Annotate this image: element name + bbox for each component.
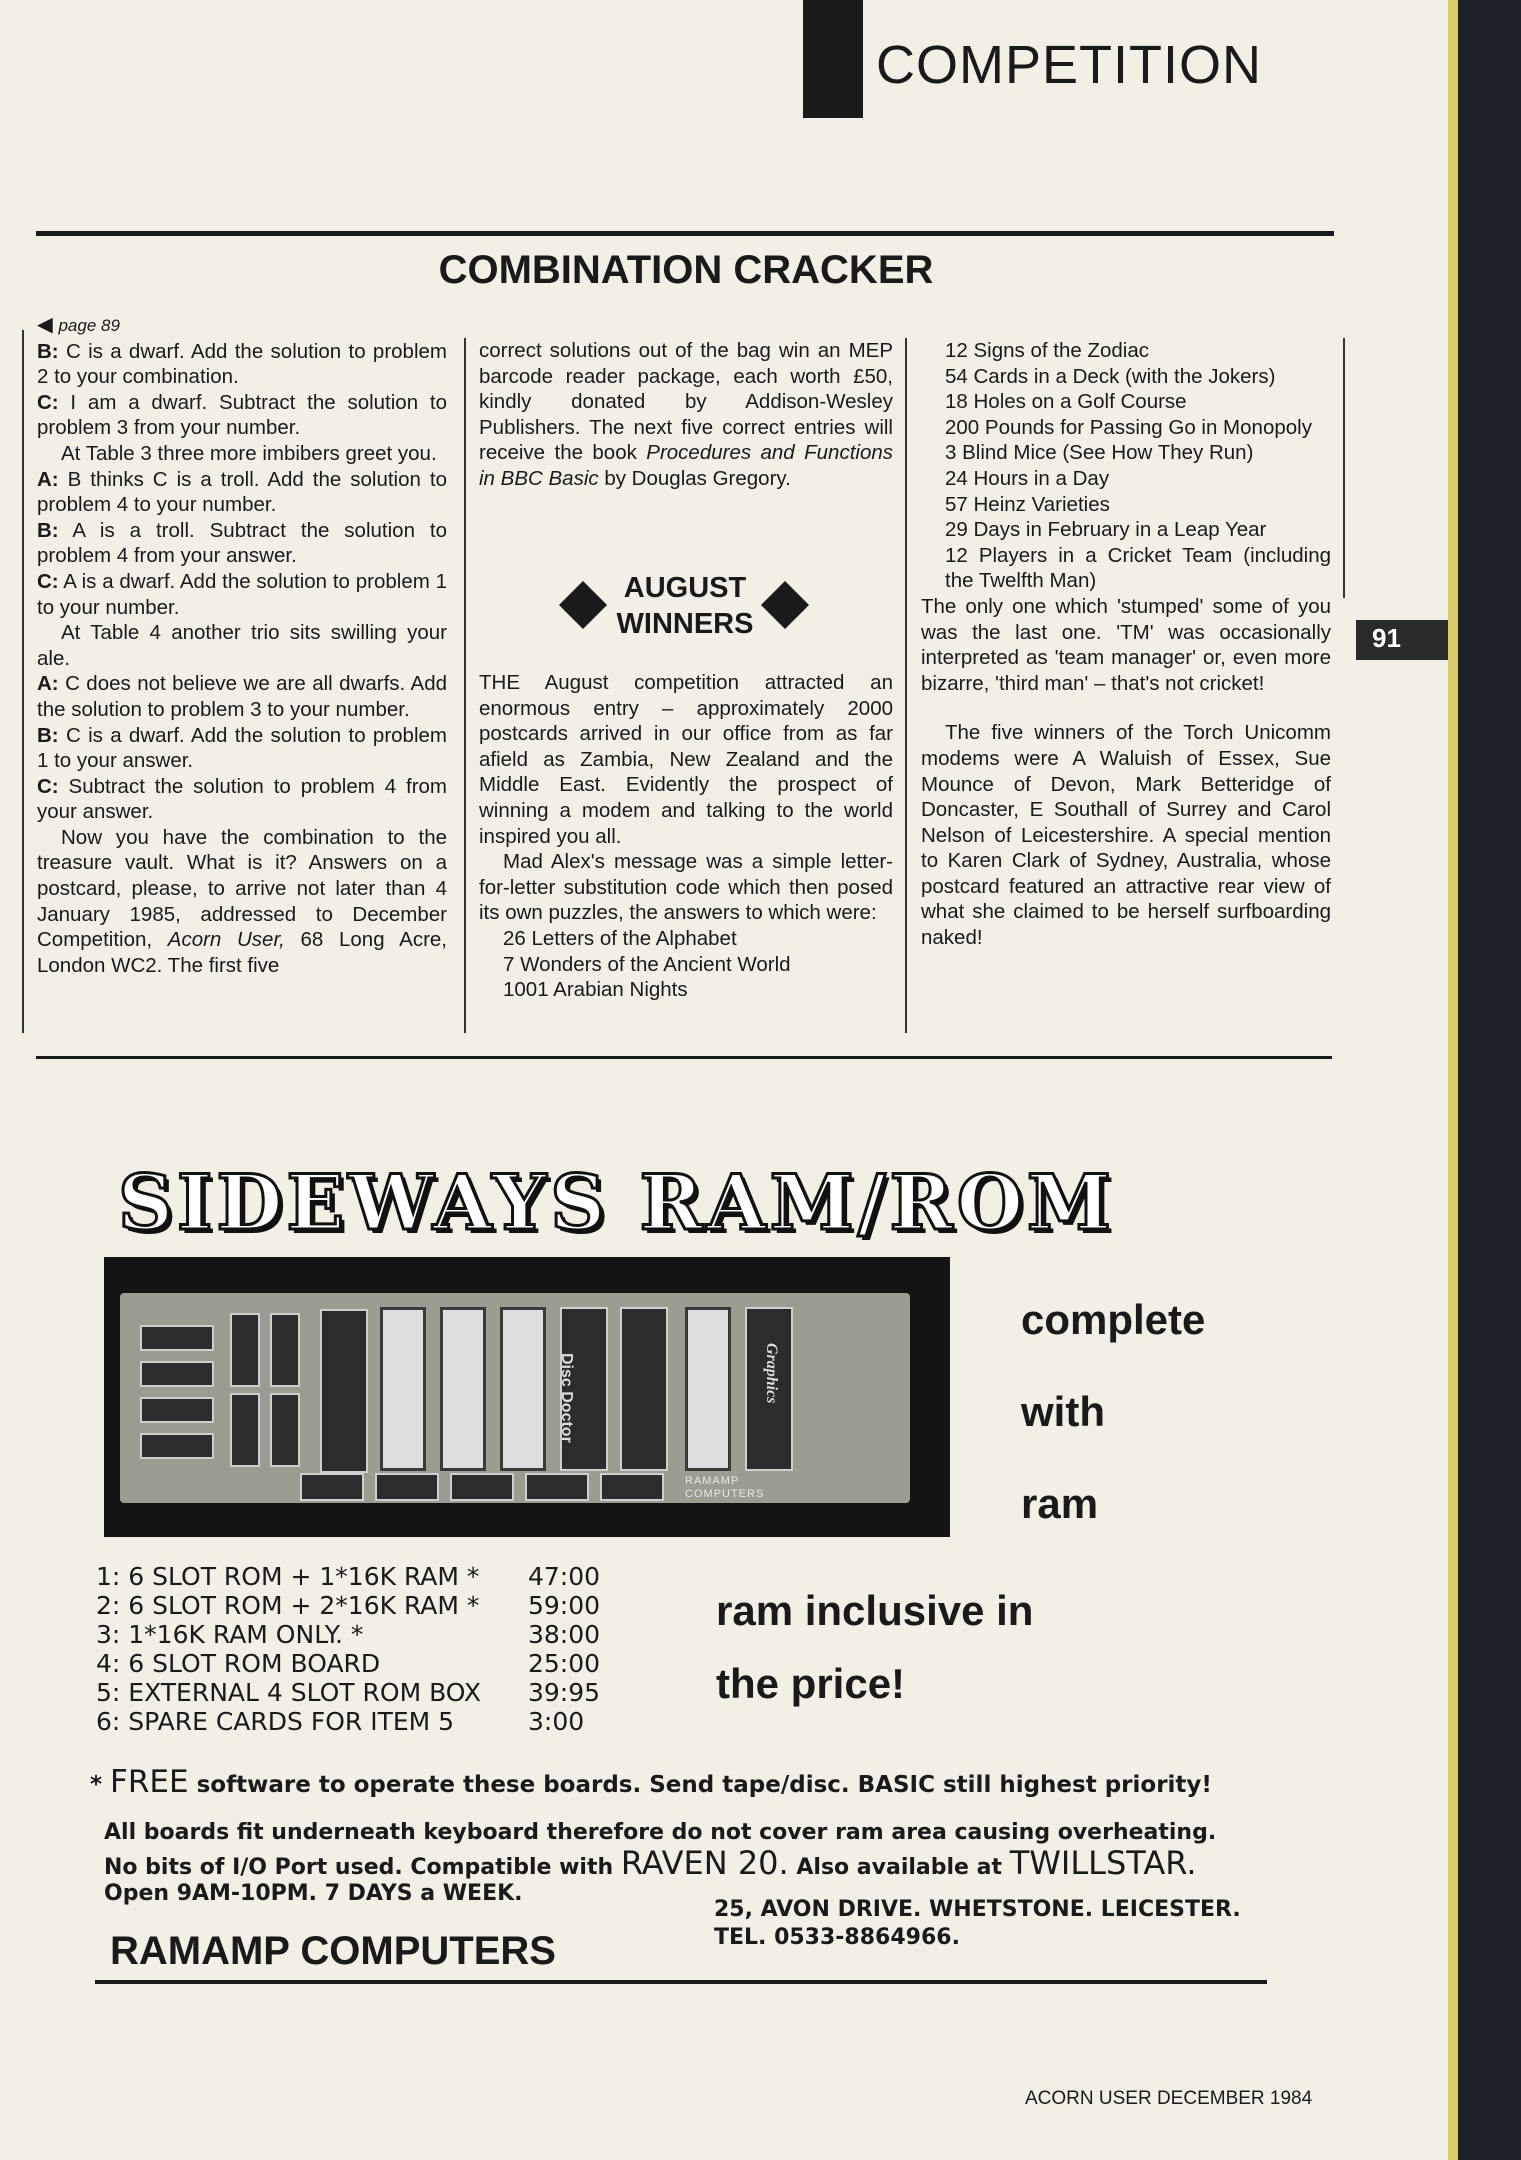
chip	[140, 1361, 214, 1387]
clue-text: C does not believe we are all dwarfs. Add the solution to problem 3 to your number.	[37, 672, 447, 721]
chip	[375, 1473, 439, 1501]
header-rule	[36, 231, 1334, 236]
winners-heading: AUGUST WINNERS	[616, 572, 754, 640]
answer-item: 1001 Arabian Nights	[503, 978, 688, 1002]
column-divider-right	[1343, 338, 1345, 598]
fit-notice: All boards fit underneath keyboard therefore do not cover ram area causing overheating.	[104, 1820, 1217, 1845]
item-description: 2: 6 SLOT ROM + 2*16K RAM *	[96, 1591, 480, 1620]
winners-paragraph-2: Mad Alex's message was a simple letter-for-letter substitution code which then posed its own puzzles, the answers to which were:	[479, 850, 893, 925]
item-price: 3:00	[528, 1707, 585, 1736]
item-description: 5: EXTERNAL 4 SLOT ROM BOX	[96, 1678, 482, 1707]
circuit-board	[120, 1293, 910, 1503]
clue-paragraph	[37, 518, 447, 569]
article-title: COMBINATION CRACKER	[438, 248, 934, 292]
speaker-label: A:	[37, 467, 59, 491]
page-number: 91	[1372, 623, 1401, 653]
clue-text: I am a dwarf. Subtract the solution to problem 3 from your number.	[37, 390, 447, 440]
clue-text: At Table 3 three more imbibers greet you.	[61, 441, 437, 465]
article-column-3	[921, 338, 1331, 951]
answer-item: 57 Heinz Varieties	[945, 492, 1110, 516]
ad-side-word-3: ram	[1021, 1480, 1099, 1527]
column-divider-left	[22, 330, 24, 1033]
clue-paragraph	[37, 390, 447, 441]
clue-paragraph	[37, 774, 447, 825]
publication-name: Acorn User,	[167, 928, 285, 952]
article-column-1	[37, 312, 447, 978]
section-title: COMPETITION	[876, 35, 1262, 95]
speaker-label: B:	[37, 518, 59, 542]
ad-side-word-2: with	[1021, 1388, 1105, 1435]
compat-twillstar: TWILLSTAR.	[1009, 1844, 1197, 1882]
clue-paragraph	[37, 441, 447, 467]
opening-hours: Open 9AM-10PM. 7 DAYS a WEEK.	[104, 1881, 523, 1906]
answer-item: 18 Holes on a Golf Course	[945, 390, 1187, 414]
winners-paragraph-1: THE August competition attracted an enormous entry – approximately 2000 postcards arrived in our office from as far afield as Zambia, New Zealand and the Middle East. Evidently the prospect of winning a modem and talking to the world inspired you all.	[479, 671, 893, 848]
answer-item: 24 Hours in a Day	[945, 466, 1110, 490]
answer-item: 12 Signs of the Zodiac	[945, 339, 1149, 362]
ad-inclusive-line-1: ram inclusive in	[716, 1587, 1034, 1634]
continued-from	[37, 312, 447, 339]
answer-item: 200 Pounds for Passing Go in Monopoly	[945, 415, 1312, 439]
answer-item: 7 Wonders of the Ancient World	[503, 952, 791, 976]
closing-text: Now you have the combination to the treasure vault. What is it? Answers on a postcard, please, to arrive not later than 4 January 1985, addressed to December Competition,	[37, 825, 447, 952]
asterisk: *	[90, 1772, 103, 1798]
answers-list-part-2	[921, 338, 1331, 594]
company-name: RAMAMP COMPUTERS	[110, 1929, 556, 1973]
chip-label-graphics: Graphics	[763, 1343, 780, 1404]
free-software-line	[90, 1764, 1212, 1800]
clue-paragraph	[37, 671, 447, 722]
speaker-label: B:	[37, 339, 59, 363]
clue-text: Subtract the solution to problem 4 from your answer.	[37, 774, 447, 824]
rom-chip	[620, 1307, 668, 1471]
rom-socket	[380, 1307, 426, 1471]
item-description: 3: 1*16K RAM ONLY. *	[96, 1620, 364, 1649]
page-footer: ACORN USER DECEMBER 1984	[1025, 2088, 1313, 2109]
compat-also: Also available at	[796, 1855, 1003, 1880]
chip	[600, 1473, 664, 1501]
clue-list	[37, 339, 447, 825]
item-price: 25:00	[528, 1649, 601, 1678]
answer-item: 26 Letters of the Alphabet	[503, 926, 737, 950]
speaker-label: A:	[37, 672, 59, 696]
answer-item: 12 Players in a Cricket Team (including the Twelfth Man)	[945, 543, 1331, 593]
speaker-label: C:	[37, 390, 59, 414]
board-maker-label: RAMAMP COMPUTERS	[685, 1475, 765, 1500]
clue-paragraph	[37, 569, 447, 620]
address: 25, AVON DRIVE. WHETSTONE. LEICESTER.	[714, 1897, 1241, 1922]
prize-paragraph	[479, 338, 893, 492]
back-arrow-icon: ◀	[37, 313, 53, 336]
item-price: 59:00	[528, 1591, 601, 1620]
chip	[270, 1313, 300, 1387]
ad-inclusive-line-2: the price!	[716, 1660, 906, 1707]
chip-label-disc-doctor: Disc Doctor	[558, 1353, 575, 1443]
item-description: 6: SPARE CARDS FOR ITEM 5	[96, 1707, 455, 1736]
clue-text: C is a dwarf. Add the solution to problem 2 to your combination.	[37, 339, 447, 389]
address-block	[714, 1896, 1241, 1952]
winners-heading-box	[560, 568, 810, 648]
telephone: TEL. 0533-8864966.	[714, 1925, 960, 1950]
answer-item: 54 Cards in a Deck (with the Jokers)	[945, 364, 1276, 388]
rom-chip	[320, 1309, 368, 1473]
clue-paragraph	[37, 620, 447, 671]
page-reference: page 89	[58, 316, 120, 335]
compat-raven: RAVEN 20.	[620, 1844, 789, 1882]
answer-item: 29 Days in February in a Leap Year	[945, 518, 1267, 542]
answer-item: 3 Blind Mice (See How They Run)	[945, 441, 1254, 465]
article-end-rule	[36, 1056, 1332, 1059]
ad-bottom-rule	[95, 1980, 1267, 1984]
speaker-label: C:	[37, 774, 59, 798]
winners-names-paragraph: The five winners of the Torch Unicomm modems were A Waluish of Essex, Sue Mounce of Devon, Mark Betteridge of Doncaster, E Southall of Surrey and Carol Nelson of Leicestershire. A special mention to Karen Clark of Sydney, Australia, whose postcard featured an attractive rear view of what she claimed to be herself surfboarding naked!	[921, 721, 1331, 950]
chip	[230, 1393, 260, 1467]
item-price: 39:95	[528, 1678, 601, 1707]
column-divider-2	[905, 338, 907, 1033]
chip	[300, 1473, 364, 1501]
item-description: 4: 6 SLOT ROM BOARD	[96, 1649, 381, 1678]
chip	[270, 1393, 300, 1467]
clue-paragraph	[37, 723, 447, 774]
article-column-2	[479, 338, 893, 492]
compat-prefix: No bits of I/O Port used. Compatible with	[104, 1855, 614, 1880]
closing-address: 68 Long Acre, London WC2. The first five	[37, 928, 447, 977]
item-price: 38:00	[528, 1620, 601, 1649]
item-description: 1: 6 SLOT ROM + 1*16K RAM *	[96, 1562, 480, 1591]
article-column-2-body	[479, 670, 893, 1003]
clue-text: A is a dwarf. Add the solution to problem 1 to your number.	[37, 569, 447, 619]
stumped-paragraph: The only one which 'stumped' some of you was the last one. 'TM' was occasionally interpreted as 'team manager' or, even more bizarre, 'third man' – that's not cricket!	[921, 594, 1331, 695]
rom-socket	[500, 1307, 546, 1471]
clue-text: A is a troll. Subtract the solution to problem 4 from your answer.	[37, 518, 447, 568]
clue-text: B thinks C is a troll. Add the solution to problem 4 to your number.	[37, 467, 447, 517]
clue-paragraph	[37, 467, 447, 518]
chip	[525, 1473, 589, 1501]
prize-text: correct solutions out of the bag win an MEP barcode reader package, each worth £50, kindly donated by Addison-Wesley Publishers. The next five correct entries will receive the book	[479, 339, 893, 465]
closing-paragraph	[37, 825, 447, 979]
item-price: 47:00	[528, 1562, 601, 1591]
clue-text: C is a dwarf. Add the solution to problem 1 to your answer.	[37, 723, 447, 773]
column-divider-1	[464, 338, 466, 1033]
rom-socket	[685, 1307, 731, 1471]
page-edge-shadow	[1458, 0, 1521, 2160]
book-title: Procedures and Functions in BBC Basic	[479, 441, 893, 490]
book-author: by Douglas Gregory.	[598, 466, 791, 490]
ad-headline: SIDEWAYS RAM/ROM	[118, 1158, 1116, 1247]
page-number-tab	[1356, 620, 1448, 660]
chip	[140, 1433, 214, 1459]
speaker-label: B:	[37, 723, 59, 747]
rom-socket	[440, 1307, 486, 1471]
section-marker-block	[803, 0, 863, 118]
free-software-text: software to operate these boards. Send tape/disc. BASIC still highest priority!	[196, 1772, 1212, 1798]
chip	[230, 1313, 260, 1387]
page-edge-binding	[1448, 0, 1458, 2160]
chip	[450, 1473, 514, 1501]
free-label: FREE	[110, 1764, 189, 1800]
ad-side-word-1: complete	[1021, 1296, 1206, 1343]
chip	[140, 1397, 214, 1423]
answers-list-part-1	[479, 926, 893, 1003]
clue-paragraph	[37, 339, 447, 390]
speaker-label: C:	[37, 569, 59, 593]
clue-text: At Table 4 another trio sits swilling your ale.	[37, 621, 447, 670]
chip	[140, 1325, 214, 1351]
